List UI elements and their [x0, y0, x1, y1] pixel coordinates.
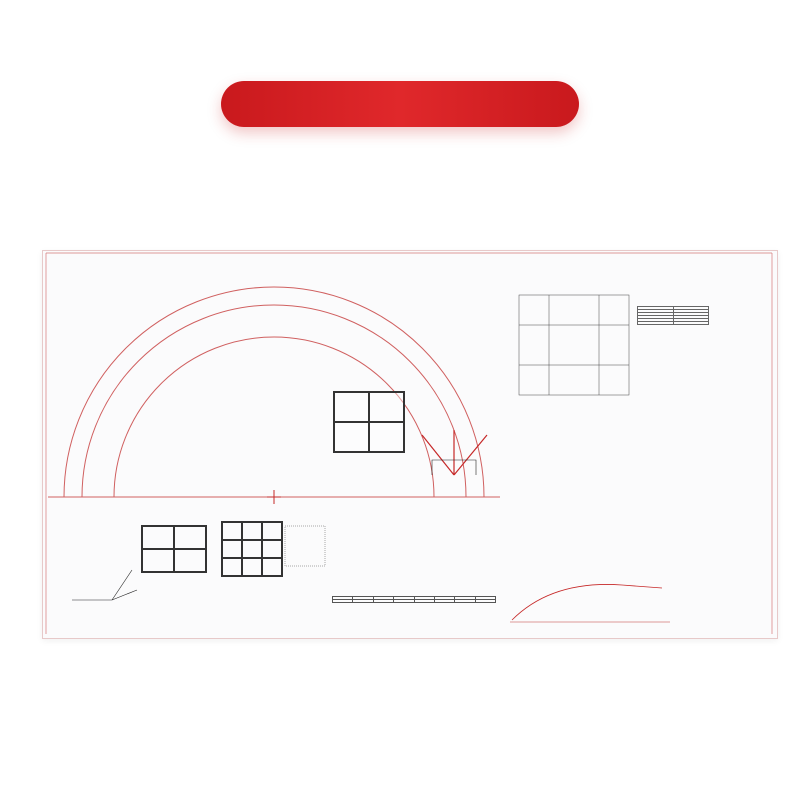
grid-number [242, 540, 262, 558]
grid-number [556, 362, 593, 395]
slope-table [332, 596, 496, 603]
grid-number [242, 522, 262, 540]
banner [221, 81, 579, 127]
slope-cell [373, 600, 393, 603]
left-abcd-grid [141, 525, 207, 573]
grid-number [242, 558, 262, 576]
grid-number [592, 362, 629, 395]
slope-cell [475, 600, 495, 603]
grid-cell-b [369, 392, 404, 422]
grid-number [519, 295, 556, 328]
grid-number [556, 328, 593, 361]
grid-number [519, 328, 556, 361]
grid-cell-b [174, 526, 206, 549]
grid-number [592, 328, 629, 361]
slope-cell [394, 600, 414, 603]
grid-number [592, 295, 629, 328]
grid-cell-c [334, 422, 369, 452]
grid-cell-c [142, 549, 174, 572]
slope-cell [434, 600, 454, 603]
table-cell [673, 322, 709, 325]
slope-cell [353, 600, 373, 603]
grid-cell-a [334, 392, 369, 422]
grid-number [262, 522, 282, 540]
right-number-grid [519, 295, 629, 395]
grid-number [222, 540, 242, 558]
grid-cell-d [369, 422, 404, 452]
slope-cell [333, 600, 353, 603]
grid-number [556, 295, 593, 328]
grid-cell-a [142, 526, 174, 549]
slope-cell [455, 600, 475, 603]
table-cell [638, 322, 674, 325]
scale-table [637, 306, 709, 325]
slope-cell [414, 600, 434, 603]
grid-number [262, 540, 282, 558]
grid-number [262, 558, 282, 576]
center-abcd-grid [333, 391, 405, 453]
grid-cell-d [174, 549, 206, 572]
grid-number [222, 558, 242, 576]
grid-number [519, 362, 556, 395]
grid-number [222, 522, 242, 540]
left-number-grid [221, 521, 283, 577]
